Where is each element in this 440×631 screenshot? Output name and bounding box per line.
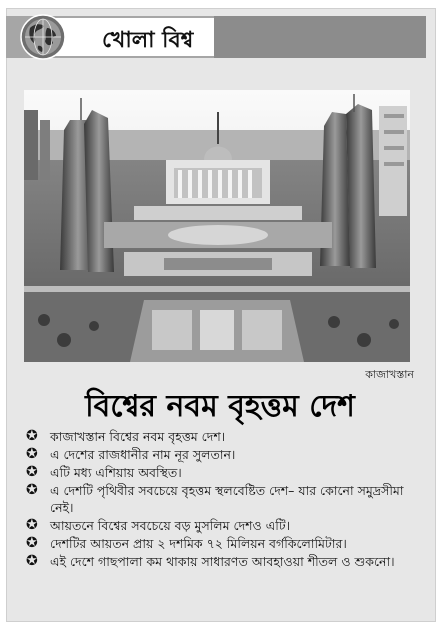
headline: বিশ্বের নবম বৃহত্তম দেশ (85, 389, 355, 424)
fact-text: এটি মধ্য এশিয়ায় অবস্থিত। (50, 465, 182, 480)
header-dark-band (214, 16, 426, 58)
list-item (26, 464, 410, 481)
star-circle-icon: ✪ (26, 535, 38, 551)
fact-text: এ দেশটি পৃথিবীর সবচেয়ে বৃহত্তম স্থলবেষ্টিত দেশ– যার কোনো সমুদ্রসীমা নেই। (50, 483, 404, 515)
fact-text: কাজাখস্তান বিশ্বের নবম বৃহত্তম দেশ। (50, 429, 226, 444)
city-photo (24, 90, 410, 362)
list-item (26, 482, 410, 516)
fact-list (26, 428, 410, 571)
fact-text: এ দেশের রাজধানীর নাম নূর সুলতান। (50, 447, 236, 462)
star-circle-icon: ✪ (26, 517, 38, 533)
fact-text: আয়তনে বিশ্বের সবচেয়ে বড় মুসলিম দেশও এটি। (50, 518, 291, 533)
globe-icon (20, 14, 66, 60)
list-item (26, 553, 410, 570)
star-circle-icon: ✪ (26, 553, 38, 569)
list-item (26, 446, 410, 463)
star-circle-icon: ✪ (26, 482, 38, 498)
star-circle-icon: ✪ (26, 428, 38, 444)
section-title: খোলা বিশ্ব (102, 28, 194, 53)
list-item (26, 535, 410, 552)
star-circle-icon: ✪ (26, 446, 38, 462)
fact-text: এই দেশে গাছপালা কম থাকায় সাধারণত আবহাওয়া শীতল ও শুকনো। (50, 554, 395, 569)
list-item (26, 517, 410, 534)
fact-text: দেশটির আয়তন প্রায় ২ দশমিক ৭২ মিলিয়ন বর্গকিলোমিটার। (50, 536, 347, 551)
photo-caption: কাজাখস্তান (365, 368, 414, 381)
section-header (6, 14, 426, 60)
list-item (26, 428, 410, 445)
star-circle-icon: ✪ (26, 464, 38, 480)
